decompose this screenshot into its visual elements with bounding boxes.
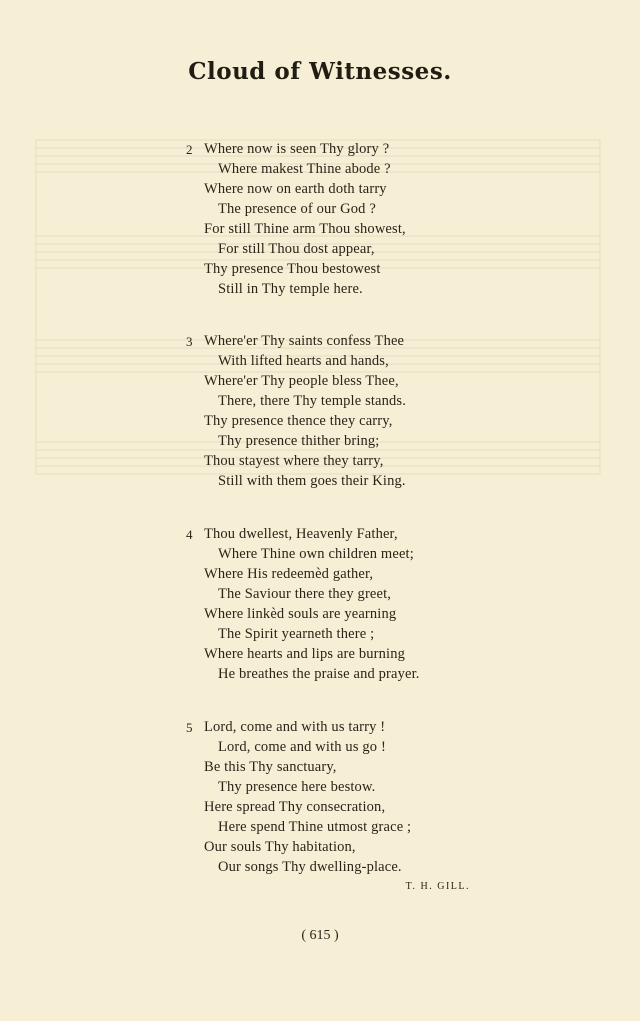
verse-line: Still with them goes their King. <box>218 473 406 489</box>
verse-line: 4 Thou dwellest, Heavenly Father, <box>186 524 486 544</box>
verse-line: The presence of our God ? <box>218 201 376 217</box>
verse-line: Here spend Thine utmost grace ; <box>218 819 412 835</box>
verse-line: Where Thine own children meet; <box>218 546 414 562</box>
verse-number: 2 <box>186 142 193 157</box>
verse-line: Our songs Thy dwelling-place. <box>218 859 402 875</box>
verse-line: Still in Thy temple here. <box>218 281 363 297</box>
verse-line: Thou stayest where they tarry, <box>204 453 384 469</box>
verse-4 <box>186 524 486 684</box>
verse-line: Be this Thy sanctuary, <box>204 759 337 775</box>
verse-line: Where makest Thine abode ? <box>218 161 391 177</box>
author-attribution: T. H. GILL. <box>405 881 470 892</box>
verse-line: Thy presence thence they carry, <box>204 413 393 429</box>
verse-line: Thy presence thither bring; <box>218 433 380 449</box>
verse-line: For still Thou dost appear, <box>218 241 375 257</box>
verse-line: Thy presence here bestow. <box>218 779 376 795</box>
verse-line: Our souls Thy habitation, <box>204 839 356 855</box>
verse-line: Where linkèd souls are yearning <box>204 606 397 622</box>
verse-number: 3 <box>186 334 193 349</box>
verse-5 <box>186 717 486 877</box>
verse-3 <box>186 331 486 491</box>
verse-line: There, there Thy temple stands. <box>218 393 406 409</box>
page-number: ( 615 ) <box>301 928 339 943</box>
verse-number: 4 <box>186 527 193 542</box>
verse-line: The Spirit yearneth there ; <box>218 626 375 642</box>
verse-line: Where now on earth doth tarry <box>204 181 387 197</box>
verse-line: 3 Where'er Thy saints confess Thee <box>186 331 486 351</box>
verse-2 <box>186 139 486 299</box>
verse-line: 5 Lord, come and with us tarry ! <box>186 717 486 737</box>
verse-line: For still Thine arm Thou showest, <box>204 221 406 237</box>
verse-number: 5 <box>186 720 193 735</box>
verse-line: He breathes the praise and prayer. <box>218 666 420 682</box>
verse-line: Where His redeemèd gather, <box>204 566 374 582</box>
verse-line: Lord, come and with us go ! <box>218 739 386 755</box>
page-title: Cloud of Witnesses. <box>188 58 452 85</box>
verse-line: 2 Where now is seen Thy glory ? <box>186 139 486 159</box>
verse-line: Here spread Thy consecration, <box>204 799 386 815</box>
verse-line: The Saviour there they greet, <box>218 586 392 602</box>
verse-line: Where'er Thy people bless Thee, <box>204 373 399 389</box>
verse-line: Where hearts and lips are burning <box>204 646 406 662</box>
verse-line: With lifted hearts and hands, <box>218 353 389 369</box>
verse-line: Thy presence Thou bestowest <box>204 261 381 277</box>
